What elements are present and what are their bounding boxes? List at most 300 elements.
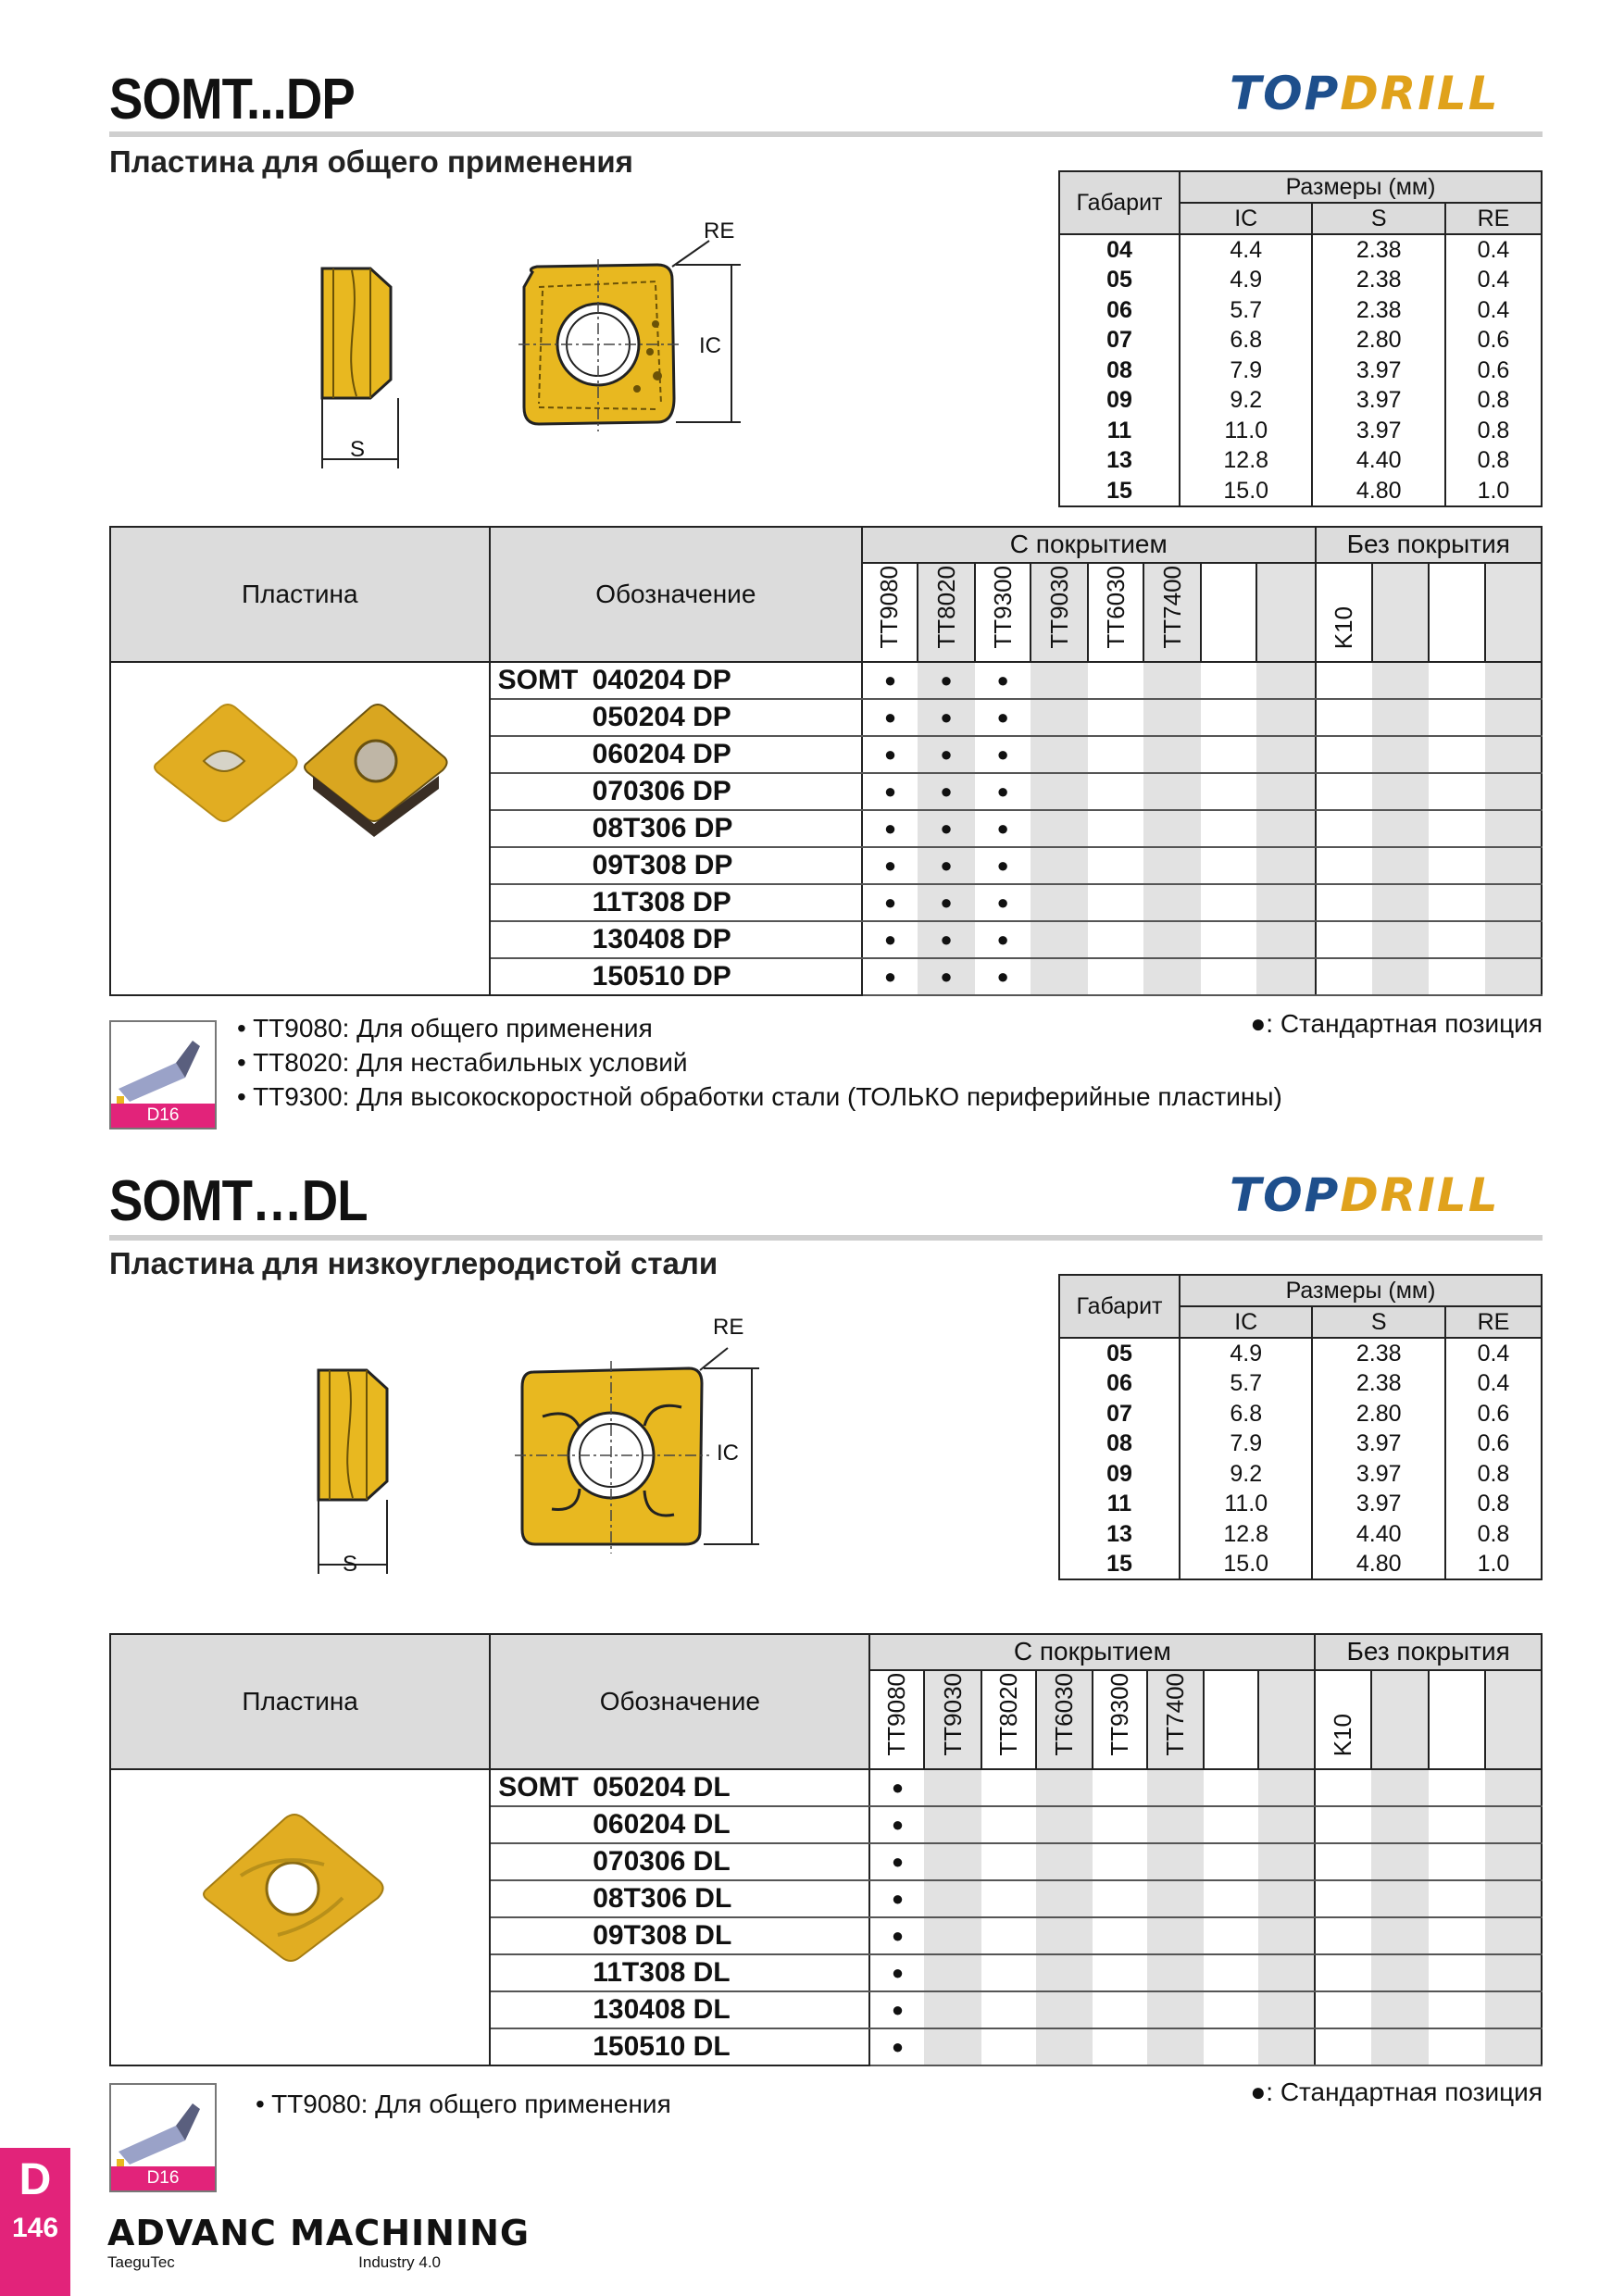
dims-re: 0.6 (1445, 1429, 1542, 1459)
grade-cell (1372, 810, 1429, 847)
dims-s: 2.80 (1312, 1399, 1444, 1429)
dims-size: 04 (1059, 234, 1180, 265)
designation-cell (490, 1769, 869, 1806)
grade-cell (1316, 810, 1372, 847)
dims-row (1059, 295, 1542, 326)
grade-cell (1485, 662, 1542, 699)
designation-code: 130408 DP (592, 924, 731, 955)
standard-mark: ● (940, 854, 953, 877)
grade-cell (869, 1843, 924, 1880)
dims-table-dp (1058, 170, 1543, 507)
grade-cell (869, 1954, 924, 1991)
grade-column-header (1429, 563, 1485, 662)
designation-cell (490, 921, 862, 958)
designation-cell (490, 1954, 869, 1991)
dims-size: 15 (1059, 476, 1180, 506)
grade-cell (924, 1991, 981, 2028)
standard-mark: ● (996, 742, 1009, 766)
dims-s: 2.38 (1312, 295, 1444, 326)
standard-mark: ● (891, 1776, 905, 1799)
dims-ic: 4.9 (1180, 265, 1312, 295)
grade-cell (1315, 2028, 1371, 2065)
designation-prefix: SOMT (498, 1772, 579, 1803)
grade-cell (1036, 1991, 1093, 2028)
grade-cell (1429, 958, 1485, 995)
grade-cell (1147, 1880, 1204, 1917)
note-line: • TT9300: Для высокоскоростной обработки стали (ТОЛЬКО периферийные пластины) (237, 1082, 1282, 1111)
dims-row (1059, 356, 1542, 386)
grade-cell (1485, 1843, 1542, 1880)
dims-header-s: S (1312, 1306, 1444, 1338)
dims-size: 13 (1059, 1519, 1180, 1550)
dims-re: 1.0 (1445, 1549, 1542, 1579)
designation-cell (490, 810, 862, 847)
dims-size: 11 (1059, 1489, 1180, 1519)
dims-ic: 5.7 (1180, 295, 1312, 326)
grade-name: TT6030 (1049, 1673, 1078, 1756)
grade-cell (1316, 921, 1372, 958)
grade-cell (1371, 1880, 1428, 1917)
dims-s: 3.97 (1312, 1459, 1444, 1490)
footer-right: Industry 4.0 (358, 2253, 441, 2271)
grade-header-designation: Обозначение (490, 1634, 869, 1769)
chapter-tab (0, 2148, 70, 2296)
grade-cell (1256, 662, 1315, 699)
designation-code: 11T308 DL (593, 1957, 731, 1988)
grade-cell (862, 662, 918, 699)
grade-cell (1485, 1806, 1542, 1843)
grade-cell (1258, 1843, 1315, 1880)
dims-re: 0.8 (1445, 445, 1542, 476)
grade-cell (1429, 1843, 1485, 1880)
grade-cell (1093, 2028, 1147, 2065)
grade-cell (981, 1954, 1036, 1991)
grade-cell (869, 1880, 924, 1917)
grade-cell (1088, 847, 1143, 884)
grade-cell (1093, 1991, 1147, 2028)
standard-mark: ● (996, 780, 1009, 803)
grade-cell (918, 810, 975, 847)
grade-cell (1485, 958, 1542, 995)
grade-cell (918, 921, 975, 958)
grade-cell (975, 958, 1031, 995)
grade-cell (1201, 662, 1256, 699)
grade-name: TT8020 (931, 566, 960, 649)
diagram1-re-label: RE (704, 218, 735, 243)
grade-cell (1147, 1991, 1204, 2028)
designation-code: 150510 DP (592, 961, 731, 992)
grade-cell (1147, 1769, 1204, 1806)
grade-cell (1315, 1769, 1371, 1806)
diagram1-ic-label: IC (699, 333, 721, 358)
dims-ic: 5.7 (1180, 1368, 1312, 1399)
dims-size: 06 (1059, 1368, 1180, 1399)
grade-column-header (1371, 1670, 1428, 1769)
standard-mark: ● (996, 817, 1009, 840)
designation-code: 050204 DP (592, 702, 731, 732)
standard-mark: ● (996, 928, 1009, 951)
grade-cell (1204, 1954, 1258, 1991)
dims-ic: 12.8 (1180, 1519, 1312, 1550)
chapter-letter: D (19, 2155, 52, 2204)
dims-s: 2.38 (1312, 1368, 1444, 1399)
grade-cell (862, 847, 918, 884)
grade-cell (1258, 1769, 1315, 1806)
grade-header-coated: С покрытием (869, 1634, 1315, 1670)
grade-cell (981, 1769, 1036, 1806)
grade-cell (1429, 1880, 1485, 1917)
grade-column-header (1147, 1670, 1204, 1769)
dims-size: 11 (1059, 416, 1180, 446)
dims-ic: 15.0 (1180, 476, 1312, 506)
grade-cell (1429, 810, 1485, 847)
grade-column-header (1143, 563, 1201, 662)
grade-cell (862, 736, 918, 773)
grade-cell (869, 1769, 924, 1806)
grade-cell (1204, 1843, 1258, 1880)
grade-cell (1429, 662, 1485, 699)
grade-cell (924, 1880, 981, 1917)
grade-cell (1485, 699, 1542, 736)
insert-photo-dl (185, 1787, 407, 1972)
standard-mark: ● (883, 965, 897, 988)
grade-cell (1147, 1917, 1204, 1954)
grade-cell (1371, 1954, 1428, 1991)
dims-size: 07 (1059, 1399, 1180, 1429)
designation-code: 040204 DP (592, 665, 731, 695)
standard-mark: ● (891, 1998, 905, 2021)
section1-rule (109, 131, 1543, 137)
grade-header-coated: С покрытием (862, 527, 1316, 563)
grade-cell (981, 1806, 1036, 1843)
grade-cell (1143, 884, 1201, 921)
grade-cell (1372, 736, 1429, 773)
standard-mark: ● (891, 1887, 905, 1910)
dims-re: 0.4 (1445, 234, 1542, 265)
grade-cell (1204, 1880, 1258, 1917)
grade-column-header (981, 1670, 1036, 1769)
dims-size: 15 (1059, 1549, 1180, 1579)
dims-re: 0.6 (1445, 1399, 1542, 1429)
dims-s: 2.80 (1312, 325, 1444, 356)
grade-cell (918, 773, 975, 810)
dims-re: 0.8 (1445, 1519, 1542, 1550)
grade-cell (1201, 736, 1256, 773)
grade-cell (1204, 1806, 1258, 1843)
standard-mark: ● (883, 780, 897, 803)
dims-re: 0.6 (1445, 325, 1542, 356)
grade-cell (1256, 921, 1315, 958)
grade-cell (1143, 958, 1201, 995)
logo-drill: DRILL (1340, 67, 1500, 120)
grade-cell (1371, 2028, 1428, 2065)
designation-cell (490, 1806, 869, 1843)
grade-cell (1372, 921, 1429, 958)
grade-cell (1316, 773, 1372, 810)
grade-cell (1256, 884, 1315, 921)
grade-cell (1031, 810, 1088, 847)
grade-cell (918, 699, 975, 736)
dims-row (1059, 234, 1542, 265)
dims-re: 0.4 (1445, 295, 1542, 326)
grade-column-header (1256, 563, 1315, 662)
dims-header-size: Габарит (1059, 1275, 1180, 1338)
grade-cell (1429, 921, 1485, 958)
designation-cell (490, 1917, 869, 1954)
grade-name: TT9300 (988, 566, 1017, 649)
dims-size: 07 (1059, 325, 1180, 356)
designation-cell (490, 1991, 869, 2028)
dims-header-ic: IC (1180, 203, 1312, 234)
dims-size: 09 (1059, 1459, 1180, 1490)
grade-header-uncoated: Без покрытия (1316, 527, 1542, 563)
grade-cell (1031, 847, 1088, 884)
grade-cell (975, 773, 1031, 810)
dims-s: 4.40 (1312, 1519, 1444, 1550)
standard-mark: ● (883, 928, 897, 951)
application-icon-label: D16 (111, 2166, 215, 2190)
grade-column-header (1088, 563, 1143, 662)
grade-cell (1201, 884, 1256, 921)
grade-cell (1258, 1806, 1315, 1843)
section2-rule (109, 1235, 1543, 1241)
grade-cell (1256, 773, 1315, 810)
dims-s: 2.38 (1312, 1338, 1444, 1368)
diagram2-re-label: RE (713, 1315, 744, 1340)
grade-cell (1315, 1806, 1371, 1843)
designation-code: 070306 DL (593, 1846, 731, 1877)
logo-top: TOP (1230, 1168, 1341, 1222)
dims-ic: 11.0 (1180, 1489, 1312, 1519)
dims-ic: 7.9 (1180, 1429, 1312, 1459)
dims-size: 13 (1059, 445, 1180, 476)
dims-re: 1.0 (1445, 476, 1542, 506)
grade-cell (1485, 1991, 1542, 2028)
dims-row (1059, 445, 1542, 476)
grade-cell (1031, 884, 1088, 921)
grade-cell (1258, 1991, 1315, 2028)
grade-column-header (924, 1670, 981, 1769)
grade-cell (1429, 1806, 1485, 1843)
logo-top: TOP (1230, 67, 1341, 120)
dims-row (1059, 265, 1542, 295)
grade-name: TT9300 (1105, 1673, 1133, 1756)
grade-column-header (1485, 563, 1542, 662)
dims-re: 0.8 (1445, 1489, 1542, 1519)
dims-size: 05 (1059, 1338, 1180, 1368)
grade-cell (1485, 773, 1542, 810)
grade-cell (1088, 699, 1143, 736)
grade-cell (1316, 958, 1372, 995)
designation-cell (490, 662, 862, 699)
grade-cell (918, 847, 975, 884)
grade-cell (1315, 1843, 1371, 1880)
dims-size: 08 (1059, 356, 1180, 386)
grade-name: K10 (1329, 1713, 1357, 1756)
designation-prefix: SOMT (497, 665, 579, 695)
dims-header-s: S (1312, 203, 1444, 234)
grade-cell (924, 1806, 981, 1843)
grade-cell (1429, 736, 1485, 773)
section2-subtitle: Пластина для низкоуглеродистой стали (109, 1246, 718, 1280)
grade-cell (862, 958, 918, 995)
application-icon-dl (109, 2083, 217, 2192)
insert-photo-dp (139, 680, 454, 846)
grade-cell (1372, 847, 1429, 884)
grade-cell (1147, 1843, 1204, 1880)
dims-row (1059, 416, 1542, 446)
grade-cell (1429, 699, 1485, 736)
dims-s: 4.80 (1312, 1549, 1444, 1579)
grade-cell (1372, 699, 1429, 736)
standard-mark: ● (883, 891, 897, 914)
grade-cell (1204, 2028, 1258, 2065)
designation-code: 060204 DL (593, 1809, 731, 1840)
grade-cell (981, 1880, 1036, 1917)
grade-cell (1315, 1917, 1371, 1954)
grade-cell (1088, 958, 1143, 995)
dims-ic: 6.8 (1180, 325, 1312, 356)
grade-cell (1093, 1954, 1147, 1991)
grade-cell (1485, 1880, 1542, 1917)
dims-ic: 7.9 (1180, 356, 1312, 386)
dims-re: 0.8 (1445, 385, 1542, 416)
grade-cell (1143, 847, 1201, 884)
standard-mark: ● (996, 965, 1009, 988)
topdrill-logo (1230, 1168, 1500, 1222)
note-line: • TT8020: Для нестабильных условий (237, 1048, 688, 1077)
standard-mark: ● (883, 854, 897, 877)
grade-cell (1201, 921, 1256, 958)
grade-cell (1143, 810, 1201, 847)
dims-row (1059, 1368, 1542, 1399)
designation-cell (490, 699, 862, 736)
grade-cell (862, 921, 918, 958)
dims-header-re: RE (1445, 1306, 1542, 1338)
grade-cell (975, 699, 1031, 736)
grade-cell (1256, 699, 1315, 736)
standard-mark: ● (996, 891, 1009, 914)
dims-ic: 12.8 (1180, 445, 1312, 476)
grade-cell (1258, 1880, 1315, 1917)
grade-cell (1485, 884, 1542, 921)
footer-logo (107, 2213, 530, 2272)
footer-brand: ADVANC MACHINING (107, 2213, 531, 2253)
grade-cell (918, 736, 975, 773)
grade-cell (1316, 662, 1372, 699)
designation-code: 09T308 DP (592, 850, 733, 880)
grade-cell (975, 810, 1031, 847)
grade-cell (1371, 1769, 1428, 1806)
grade-cell (924, 1843, 981, 1880)
grade-cell (1315, 1954, 1371, 1991)
dims-s: 2.38 (1312, 265, 1444, 295)
grade-cell (1031, 958, 1088, 995)
grade-cell (1429, 1954, 1485, 1991)
standard-mark: ● (891, 1813, 905, 1836)
designation-code: 050204 DL (593, 1772, 731, 1803)
notes-dp (237, 1011, 1282, 1114)
grade-cell (1201, 699, 1256, 736)
insert-diagram-dp (306, 213, 750, 481)
grade-cell (1088, 773, 1143, 810)
grade-column-header (1093, 1670, 1147, 1769)
standard-mark: ● (940, 780, 953, 803)
dims-row (1059, 385, 1542, 416)
dims-s: 3.97 (1312, 1489, 1444, 1519)
section1-subtitle: Пластина для общего применения (109, 144, 633, 179)
section1-title: SOMT...DP (109, 68, 355, 131)
grade-cell (1485, 1769, 1542, 1806)
grade-cell (1258, 1954, 1315, 1991)
note-line: • TT9080: Для общего применения (237, 1014, 653, 1042)
grade-cell (1201, 958, 1256, 995)
grade-cell (1429, 2028, 1485, 2065)
dims-row (1059, 1489, 1542, 1519)
legend-dl: ●: Стандартная позиция (1250, 2078, 1543, 2106)
page-number: 146 (11, 2213, 59, 2243)
grade-cell (1258, 1917, 1315, 1954)
grade-cell (918, 662, 975, 699)
grade-cell (1485, 921, 1542, 958)
dims-row (1059, 1519, 1542, 1550)
standard-mark: ● (891, 1850, 905, 1873)
standard-mark: ● (883, 742, 897, 766)
designation-cell (490, 1843, 869, 1880)
grade-cell (1371, 1917, 1428, 1954)
grade-cell (924, 1954, 981, 1991)
grade-cell (1315, 1991, 1371, 2028)
grade-cell (1088, 884, 1143, 921)
designation-code: 09T308 DL (593, 1920, 732, 1951)
standard-mark: ● (891, 1924, 905, 1947)
grade-cell (1143, 921, 1201, 958)
grade-cell (862, 810, 918, 847)
grade-cell (1204, 1769, 1258, 1806)
grade-cell (1256, 958, 1315, 995)
grade-name: TT9030 (938, 1673, 967, 1756)
grade-cell (1031, 921, 1088, 958)
grade-column-header (1201, 563, 1256, 662)
grade-cell (918, 958, 975, 995)
grade-cell (1372, 773, 1429, 810)
grade-cell (1031, 699, 1088, 736)
grade-cell (1316, 699, 1372, 736)
standard-mark: ● (940, 928, 953, 951)
grade-name: K10 (1329, 605, 1357, 649)
grade-cell (1036, 1843, 1093, 1880)
standard-mark: ● (883, 817, 897, 840)
designation-cell (490, 1880, 869, 1917)
diagram2-ic-label: IC (717, 1441, 739, 1466)
grade-cell (1485, 810, 1542, 847)
section2-title: SOMT…DL (109, 1169, 368, 1233)
designation-code: 08T306 DP (592, 813, 733, 843)
grade-cell (1204, 1991, 1258, 2028)
grade-cell (1429, 847, 1485, 884)
grade-name: TT7400 (1160, 1673, 1189, 1756)
grade-cell (1429, 1917, 1485, 1954)
standard-mark: ● (891, 2035, 905, 2058)
dims-re: 0.6 (1445, 356, 1542, 386)
topdrill-logo (1230, 67, 1500, 120)
grade-cell (918, 884, 975, 921)
grade-cell (1204, 1917, 1258, 1954)
dims-s: 4.80 (1312, 476, 1444, 506)
logo-drill: DRILL (1340, 1168, 1500, 1222)
grade-cell (1256, 736, 1315, 773)
grade-cell (1143, 699, 1201, 736)
